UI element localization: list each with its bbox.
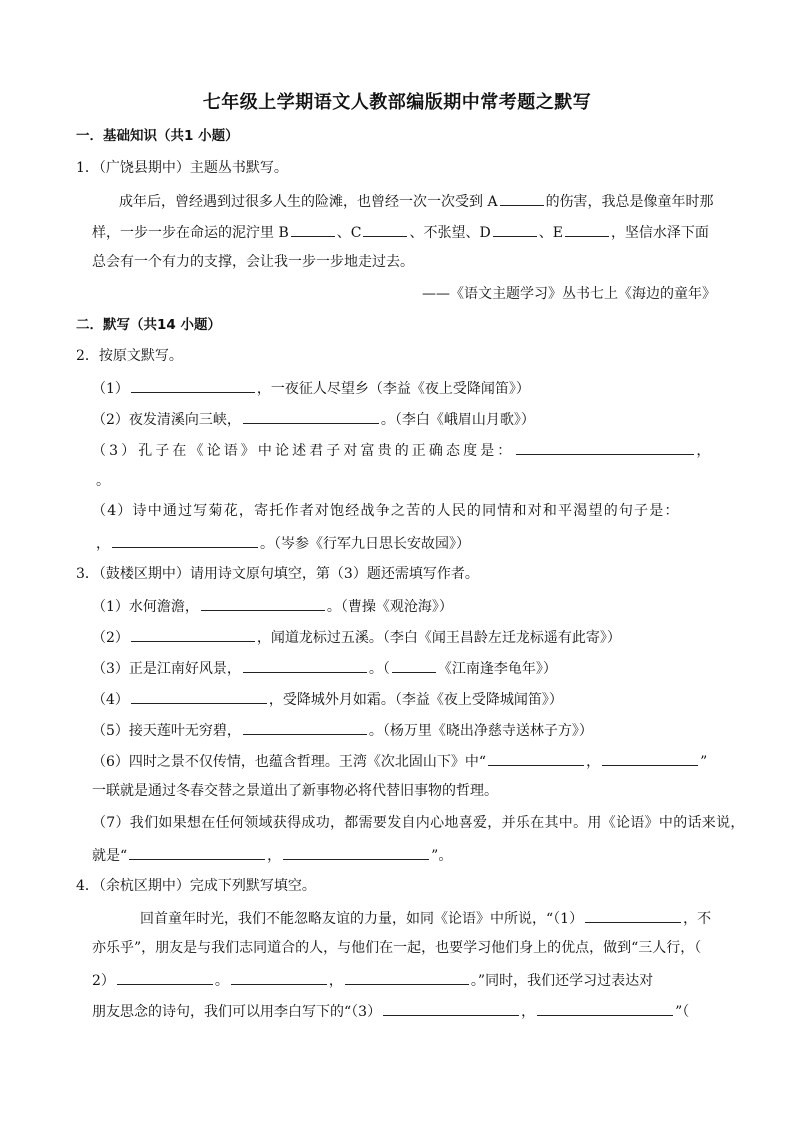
question-3-item-2: （2） ，闻道龙标过五溪。（李白《闻王昌龄左迁龙标遥有此寄》）	[92, 626, 621, 648]
question-4-passage-line-1: 回首童年时光，我们不能忽略友谊的力量，如同《论语》中所说，“（1） ，不	[140, 907, 711, 929]
question-3-heading: 3．（鼓楼区期中）请用诗文原句填空，第（3）题还需填写作者。	[76, 566, 479, 582]
blank-3-4[interactable]	[131, 688, 267, 704]
blank-4-3b[interactable]	[537, 1000, 673, 1016]
section-heading-dictation: 二．默写（共14 小题）	[76, 317, 221, 333]
blank-3-7a[interactable]	[129, 844, 265, 860]
question-2-item-2: （2）夜发清溪向三峡， 。（李白《峨眉山月歌》）	[92, 408, 535, 430]
question-2-item-4-cont: ， 。（岑参《行军九日思长安故园》）	[92, 532, 470, 554]
blank-e[interactable]	[565, 221, 609, 237]
blank-4-2c[interactable]	[345, 969, 469, 985]
question-1-passage-line-1: 成年后，曾经遇到过很多人生的险滩，也曾经一次一次受到 A 的伤害，我总是像童年时那	[119, 190, 714, 212]
question-3-item-4: （4） ，受降城外月如霜。（李益《夜上受降城闻笛》）	[92, 688, 563, 710]
question-2-item-3: （3）孔子在《论语》中论述君子对富贵的正确态度是： ，	[92, 439, 714, 461]
blank-3-2[interactable]	[131, 626, 255, 642]
blank-3-3-author[interactable]	[392, 657, 436, 673]
question-4-passage-line-4: 朋友思念的诗句，我们可以用李白写下的“（3） ， ”（	[92, 1000, 689, 1022]
blank-3-6a[interactable]	[488, 750, 584, 766]
section-heading-basic: 一．基础知识（共1 小题）	[76, 128, 239, 144]
question-4-passage-line-2: 亦乐乎”，朋友是与我们志同道合的人，与他们在一起，也要学习他们身上的优点，做到“三人行，（	[92, 940, 702, 956]
blank-3-6b[interactable]	[602, 750, 698, 766]
question-3-item-7-cont: 就是“ ， ”。	[92, 844, 452, 866]
blank-3-7b[interactable]	[283, 844, 429, 860]
blank-b[interactable]	[291, 221, 335, 237]
question-2-item-4: （4）诗中通过写菊花，寄托作者对饱经战争之苦的人民的同情和对和平渴望的句子是：	[92, 503, 680, 519]
blank-4-1[interactable]	[585, 907, 681, 923]
blank-a[interactable]	[500, 190, 544, 206]
question-3-item-6: （6）四时之景不仅传情，也蕴含哲理。王湾《次北固山下》中“ ， ”	[92, 750, 707, 772]
question-1-source: ——《语文主题学习》丛书七上《海边的童年》	[422, 286, 716, 302]
question-1-passage-line-3: 总会有一个有力的支撑，会让我一步一步地走过去。	[92, 254, 414, 270]
blank-4-2a[interactable]	[117, 969, 213, 985]
blank-c[interactable]	[363, 221, 407, 237]
blank-2-2[interactable]	[243, 408, 379, 424]
question-1-heading: 1．（广饶县期中）主题丛书默写。	[76, 160, 288, 176]
question-4-heading: 4．（余杭区期中）完成下列默写填空。	[76, 878, 316, 894]
question-4-passage-line-3: 2） 。 ， 。”同时，我们还学习过表达对	[92, 969, 653, 991]
question-3-item-3: （3）正是江南好风景， 。（ 《江南逢李龟年》）	[92, 657, 557, 679]
blank-3-5[interactable]	[243, 719, 367, 735]
blank-2-1[interactable]	[131, 377, 255, 393]
question-3-item-5: （5）接天莲叶无穷碧， 。（杨万里《晓出净慈寺送林子方》）	[92, 719, 593, 741]
blank-3-1[interactable]	[201, 595, 325, 611]
question-2-heading: 2．按原文默写。	[76, 348, 183, 364]
question-3-item-7: （7）我们如果想在任何领域获得成功，都需要发自内心地喜爱，并乐在其中。用《论语》中的话来说，	[92, 815, 745, 831]
blank-2-4b[interactable]	[112, 532, 258, 548]
question-2-item-3-cont: 。	[96, 473, 110, 489]
question-2-item-1: （1） ，一夜征人尽望乡（李益《夜上受降闻笛》）	[92, 377, 530, 399]
page-title: 七年级上学期语文人教部编版期中常考题之默写	[202, 92, 592, 113]
blank-4-3a[interactable]	[383, 1000, 519, 1016]
question-3-item-1: （1）水何澹澹， 。（曹操《观沧海》）	[92, 595, 453, 617]
blank-4-2b[interactable]	[231, 969, 327, 985]
question-1-passage-line-2: 样，一步一步在命运的泥泞里 B 、C 、不张望、D 、E ，坚信水泽下面	[92, 221, 709, 243]
blank-2-3a[interactable]	[516, 439, 694, 455]
blank-d[interactable]	[493, 221, 537, 237]
question-3-item-6-cont: 一联就是通过冬春交替之景道出了新事物必将代替旧事物的哲理。	[92, 783, 498, 799]
blank-3-3[interactable]	[243, 657, 367, 673]
